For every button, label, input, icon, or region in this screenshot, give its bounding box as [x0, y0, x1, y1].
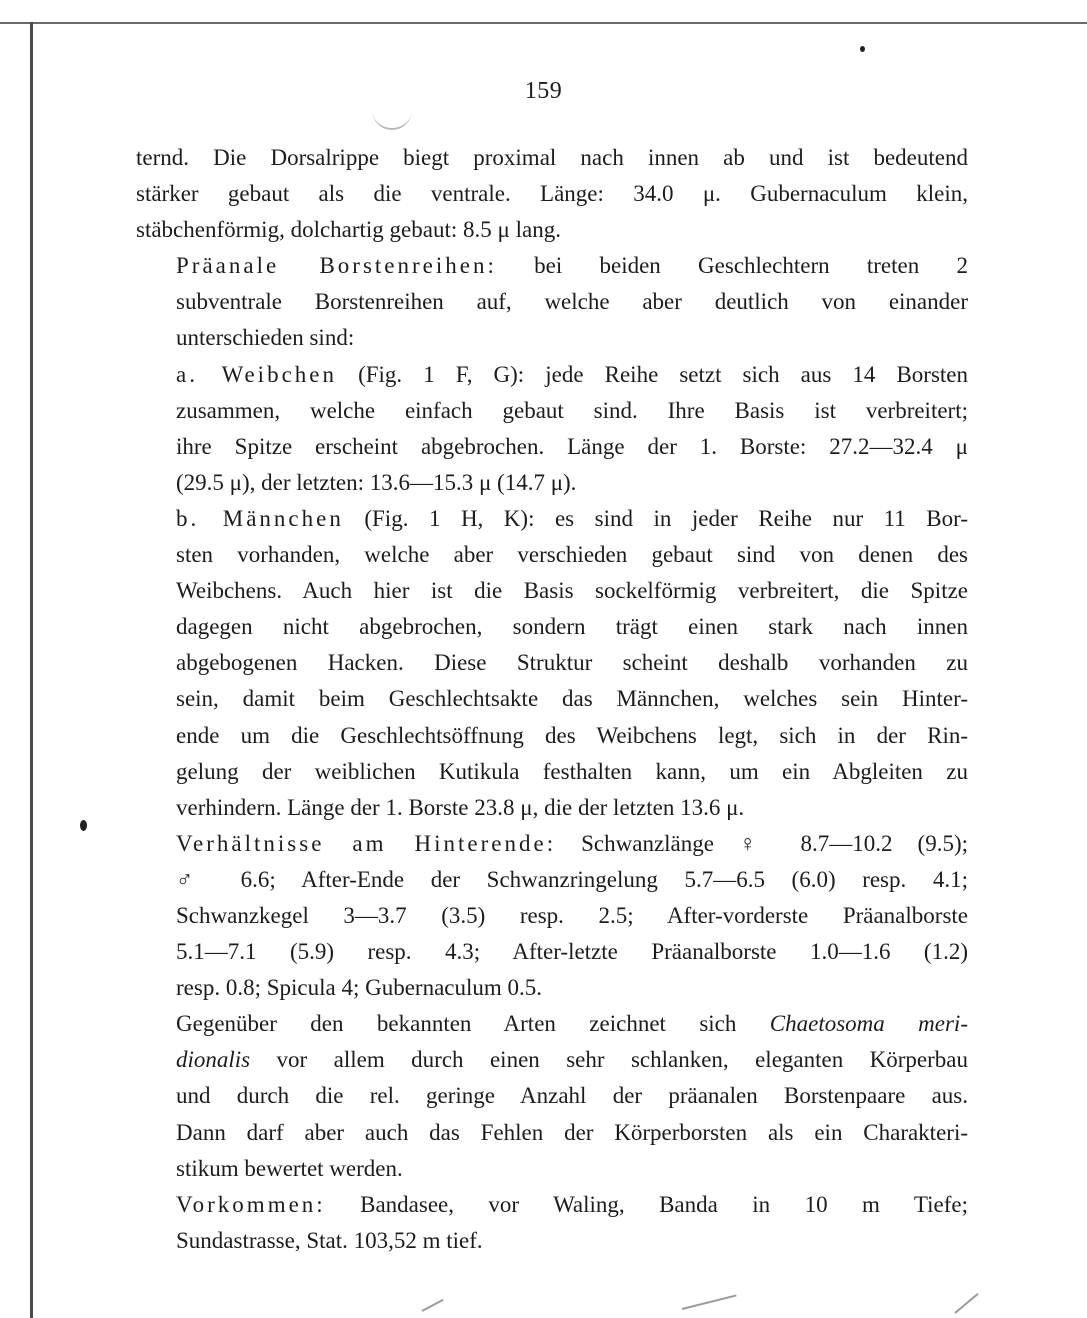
scan-artifact-mark — [682, 1294, 737, 1309]
page-top-border — [0, 22, 1087, 24]
text-line: ternd. Die Dorsalrippe biegt proximal nach innen ab und ist bedeutend — [136, 145, 968, 170]
text-line: resp. 0.8; Spicula 4; Gubernaculum 0.5. — [176, 975, 543, 1001]
section-heading: Vorkommen: — [176, 1191, 326, 1217]
text-line: ende um die Geschlechtsöffnung des Weibchens legt, sich in der Rin- — [176, 722, 968, 748]
page-number: 159 — [524, 78, 563, 104]
text-line: dagegen nicht abgebrochen, sondern trägt einen stark nach innen — [176, 614, 968, 640]
text-line: (29.5 μ), der letzten: 13.6—15.3 μ (14.7 μ). — [176, 469, 577, 495]
page-left-border — [30, 22, 33, 1318]
text-line: stäbchenförmig, dolchartig gebaut: 8.5 μ lang. — [136, 217, 561, 243]
text-line: unterschieden sind: — [176, 325, 355, 351]
text-line: Sundastrasse, Stat. 103,52 m tief. — [176, 1227, 483, 1253]
text-line: Schwanzlänge ♀ 8.7—10.2 (9.5); — [556, 830, 968, 856]
text-line: vor allem durch einen sehr schlanken, eleganten Körperbau — [250, 1047, 968, 1073]
paragraph-vorkommen — [136, 1187, 968, 1259]
paragraph-hinterende — [136, 826, 968, 1006]
text-line: sein, damit beim Geschlechtsakte das Männchen, welches sein Hinter- — [176, 686, 968, 712]
text-line: abgebogenen Hacken. Diese Struktur scheint deshalb vorhanden zu — [176, 650, 968, 676]
species-name: dionalis — [176, 1047, 251, 1073]
paragraph-continuation — [136, 140, 968, 248]
text-line: (Fig. 1 F, G): jede Reihe setzt sich aus 14 Borsten — [337, 361, 968, 387]
text-line: stärker gebaut als die ventrale. Länge: 34.0 μ. Gubernaculum klein, — [136, 181, 968, 207]
ink-speck — [80, 820, 87, 831]
paragraph-comparison — [136, 1006, 968, 1186]
paragraph-weibchen — [136, 357, 968, 501]
text-line: Bandasee, vor Waling, Banda in 10 m Tiefe; — [325, 1191, 968, 1217]
text-line: Schwanzkegel 3—3.7 (3.5) resp. 2.5; After-vorderste Präanalborste — [176, 902, 968, 928]
text-line: stikum bewertet werden. — [176, 1155, 403, 1181]
section-heading: Verhältnisse am Hinterende: — [176, 830, 557, 856]
text-line: verhindern. Länge der 1. Borste 23.8 μ, die der letzten 13.6 μ. — [176, 794, 745, 820]
text-line: zusammen, welche einfach gebaut sind. Ihre Basis ist verbreitert; — [176, 397, 968, 423]
section-heading: Präanale Borstenreihen: — [176, 253, 497, 279]
scan-artifact-mark — [954, 1293, 978, 1314]
ink-speck — [860, 46, 865, 52]
text-line: 5.1—7.1 (5.9) resp. 4.3; After-letzte Präanalborste 1.0—1.6 (1.2) — [176, 939, 968, 965]
body-text — [136, 140, 968, 1259]
scan-artifact-mark — [422, 1299, 444, 1312]
text-line: subventrale Borstenreihen auf, welche aber deutlich von einander — [176, 289, 968, 315]
scan-artifact-arc — [372, 108, 412, 130]
text-line: Gegenüber den bekannten Arten zeichnet sich — [176, 1011, 770, 1037]
text-line: bei beiden Geschlechtern treten 2 — [496, 253, 968, 279]
text-line: ♂ 6.6; After-Ende der Schwanzringelung 5.7—6.5 (6.0) resp. 4.1; — [176, 866, 968, 892]
text-line: Weibchens. Auch hier ist die Basis sockelförmig verbreitert, die Spitze — [176, 578, 968, 604]
text-line: und durch die rel. geringe Anzahl der präanalen Borstenpaare aus. — [176, 1083, 968, 1109]
text-line: Dann darf aber auch das Fehlen der Körperborsten als ein Charakteri- — [176, 1119, 968, 1145]
text-line: sten vorhanden, welche aber verschieden gebaut sind von denen des — [176, 542, 968, 568]
subsection-heading: b. Männchen — [176, 505, 344, 531]
species-name: Chaetosoma meri- — [769, 1011, 968, 1037]
text-line: (Fig. 1 H, K): es sind in jeder Reihe nur 11 Bor- — [343, 505, 969, 531]
text-line: ihre Spitze erscheint abgebrochen. Länge der 1. Borste: 27.2—32.4 μ — [176, 433, 968, 459]
subsection-heading: a. Weibchen — [176, 361, 337, 387]
text-line: gelung der weiblichen Kutikula festhalten kann, um ein Abgleiten zu — [176, 758, 968, 784]
paragraph-maennchen — [136, 501, 968, 826]
paragraph-preanal-rows — [136, 248, 968, 356]
